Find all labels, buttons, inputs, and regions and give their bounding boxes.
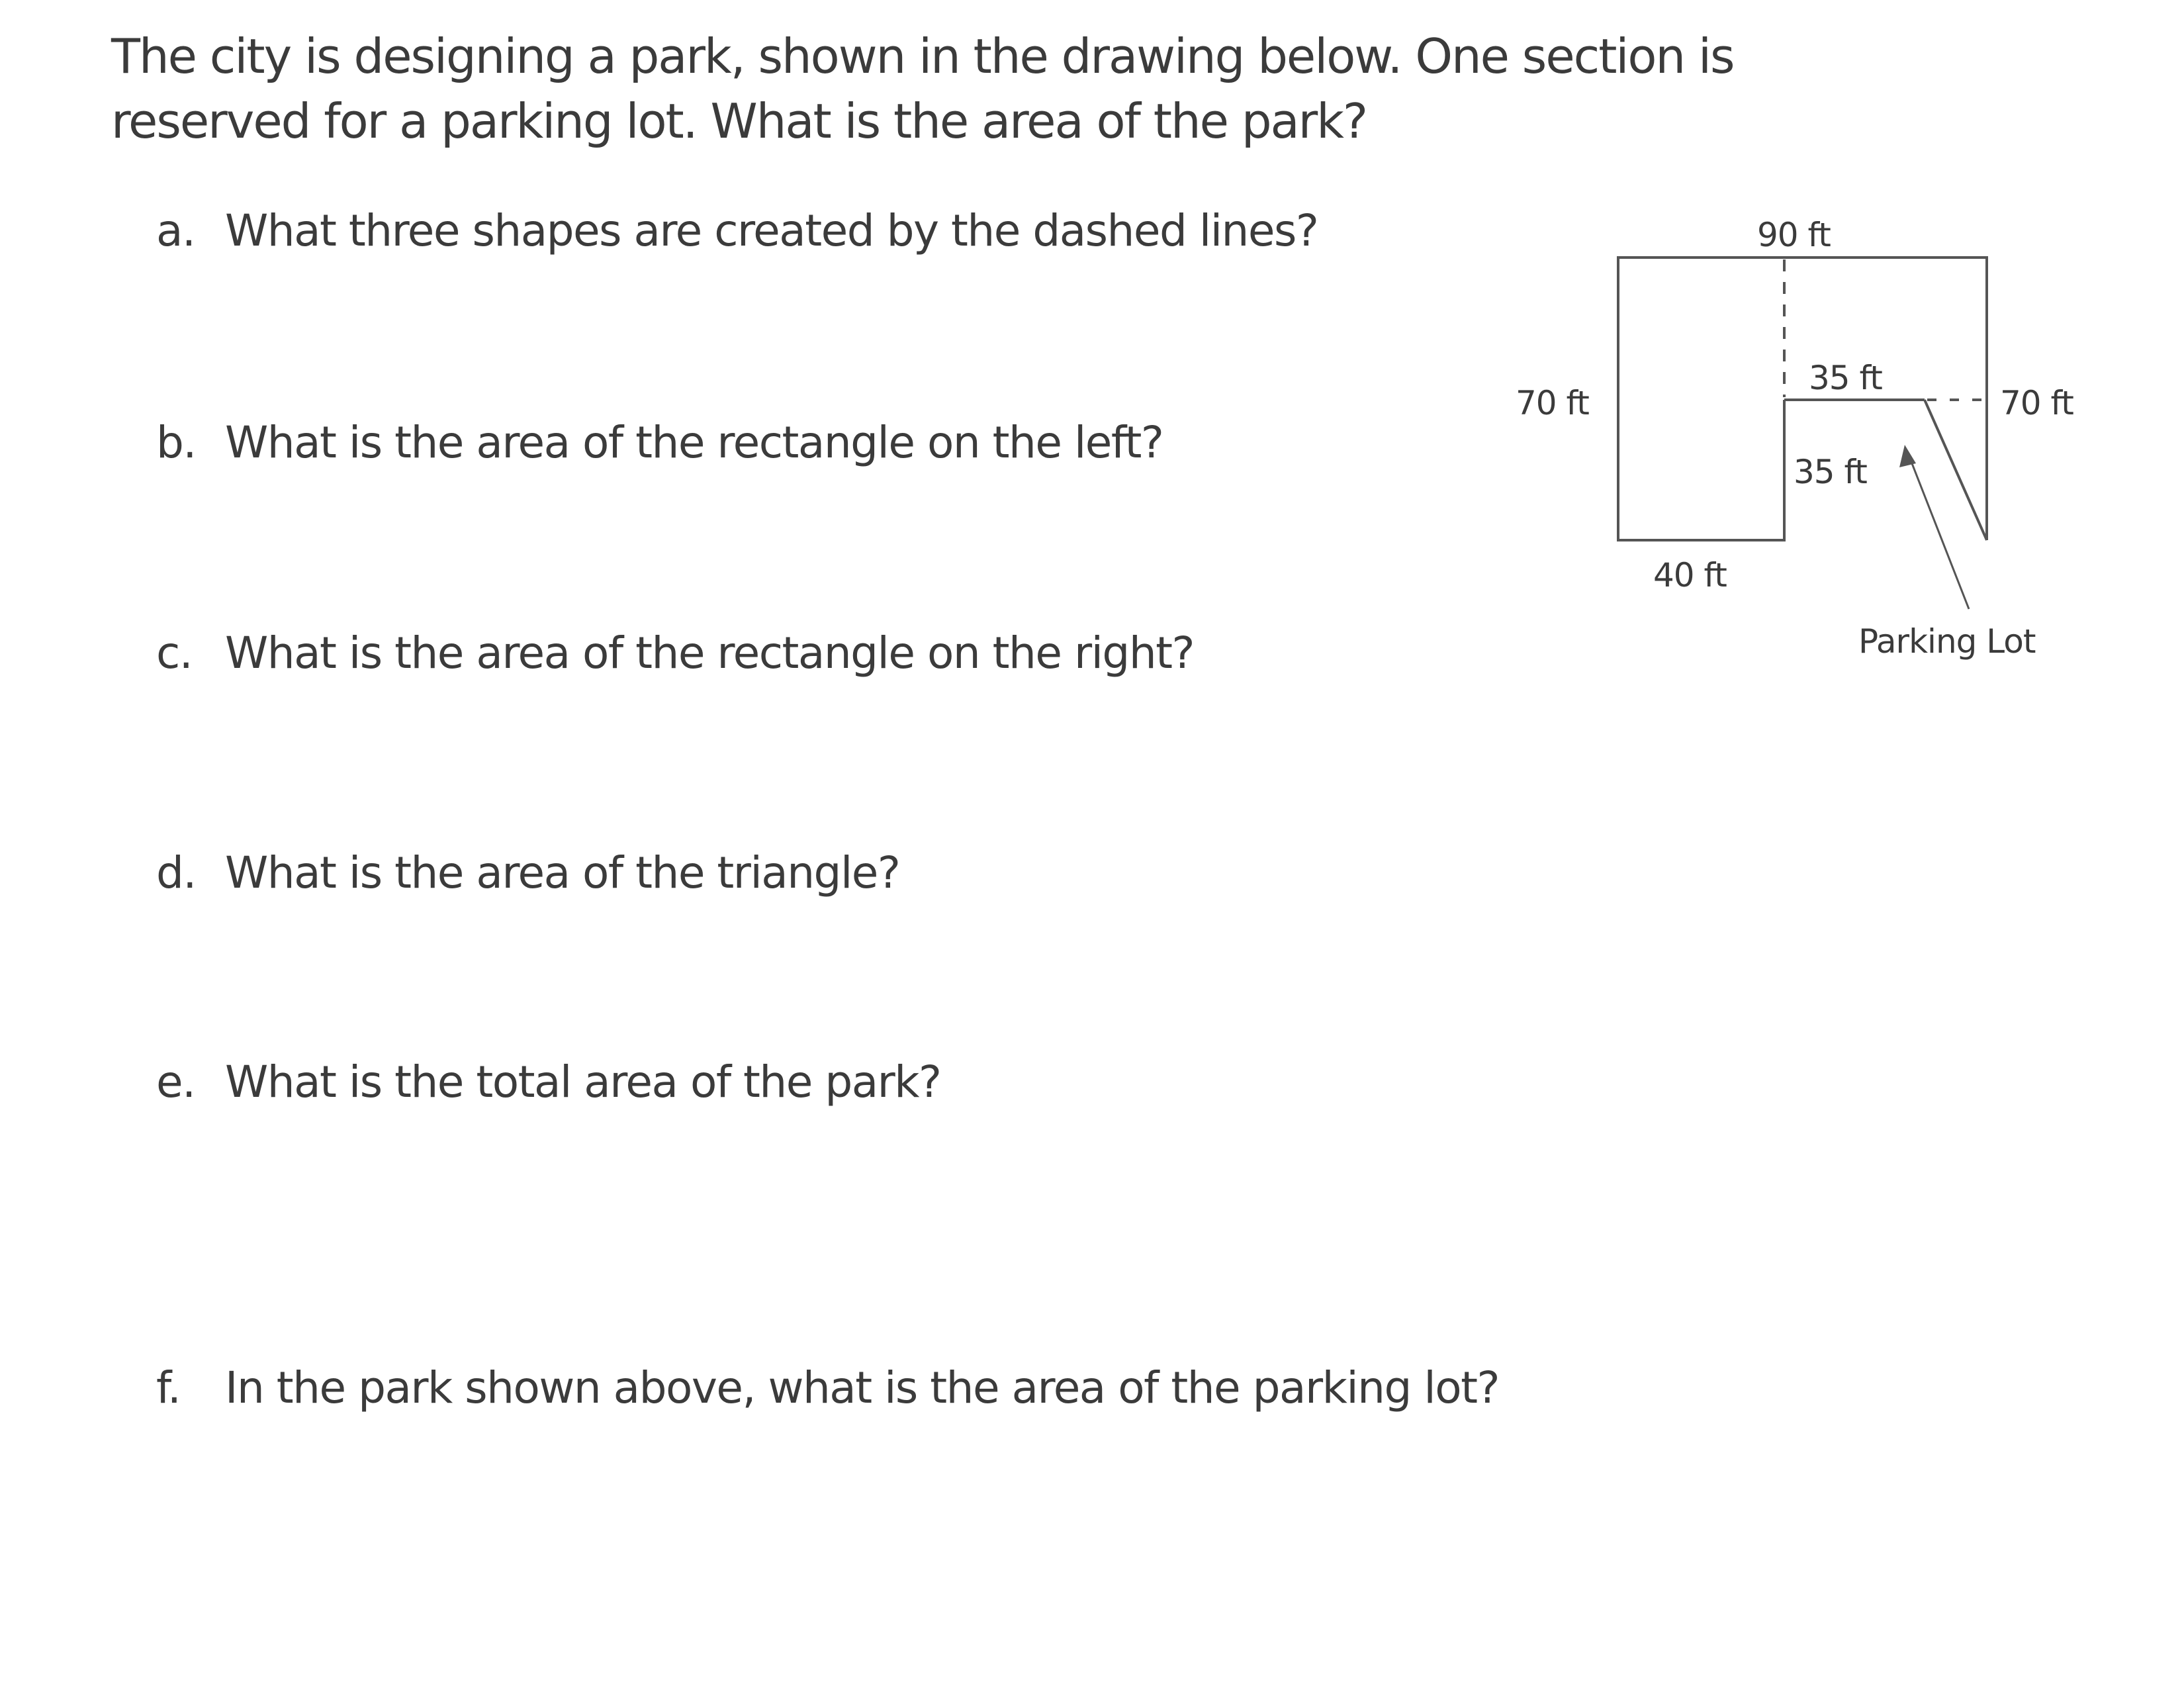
problem-line-1: The city is designing a park, shown in the drawing below. One section is	[111, 28, 1734, 84]
label-bottom-40ft: 40 ft	[1653, 556, 1727, 594]
question-a	[156, 205, 1318, 256]
callout-leader-line	[1909, 457, 1969, 609]
question-f	[156, 1362, 1499, 1413]
question-letter: c.	[156, 628, 193, 679]
question-e	[156, 1056, 941, 1107]
question-letter: e.	[156, 1056, 195, 1107]
question-d	[156, 847, 899, 898]
question-text: What three shapes are created by the dashed lines?	[225, 205, 1318, 256]
label-parking-lot: Parking Lot	[1858, 622, 2036, 661]
question-text: What is the area of the rectangle on the right?	[225, 628, 1195, 679]
arrowhead-icon	[1899, 445, 1916, 467]
problem-statement	[111, 24, 1766, 154]
question-text: What is the area of the triangle?	[225, 847, 900, 898]
label-right-70ft: 70 ft	[2000, 384, 2073, 422]
question-letter: d.	[156, 847, 196, 898]
question-letter: a.	[156, 205, 195, 256]
label-top-90ft: 90 ft	[1757, 216, 1831, 254]
question-text: What is the total area of the park?	[225, 1056, 941, 1107]
label-left-70ft: 70 ft	[1516, 384, 1589, 422]
question-letter: b.	[156, 417, 196, 468]
question-text: In the park shown above, what is the area of the parking lot?	[225, 1362, 1499, 1413]
label-inner-vertical-35ft: 35 ft	[1794, 453, 1867, 491]
question-b	[156, 417, 1163, 468]
question-text: What is the area of the rectangle on the left?	[225, 417, 1163, 468]
question-c	[156, 628, 1194, 679]
label-inner-horizontal-35ft: 35 ft	[1809, 359, 1882, 397]
park-outline	[1618, 258, 1987, 540]
problem-line-2: reserved for a parking lot. What is the area of the park?	[111, 93, 1367, 149]
question-letter: f.	[156, 1362, 181, 1413]
